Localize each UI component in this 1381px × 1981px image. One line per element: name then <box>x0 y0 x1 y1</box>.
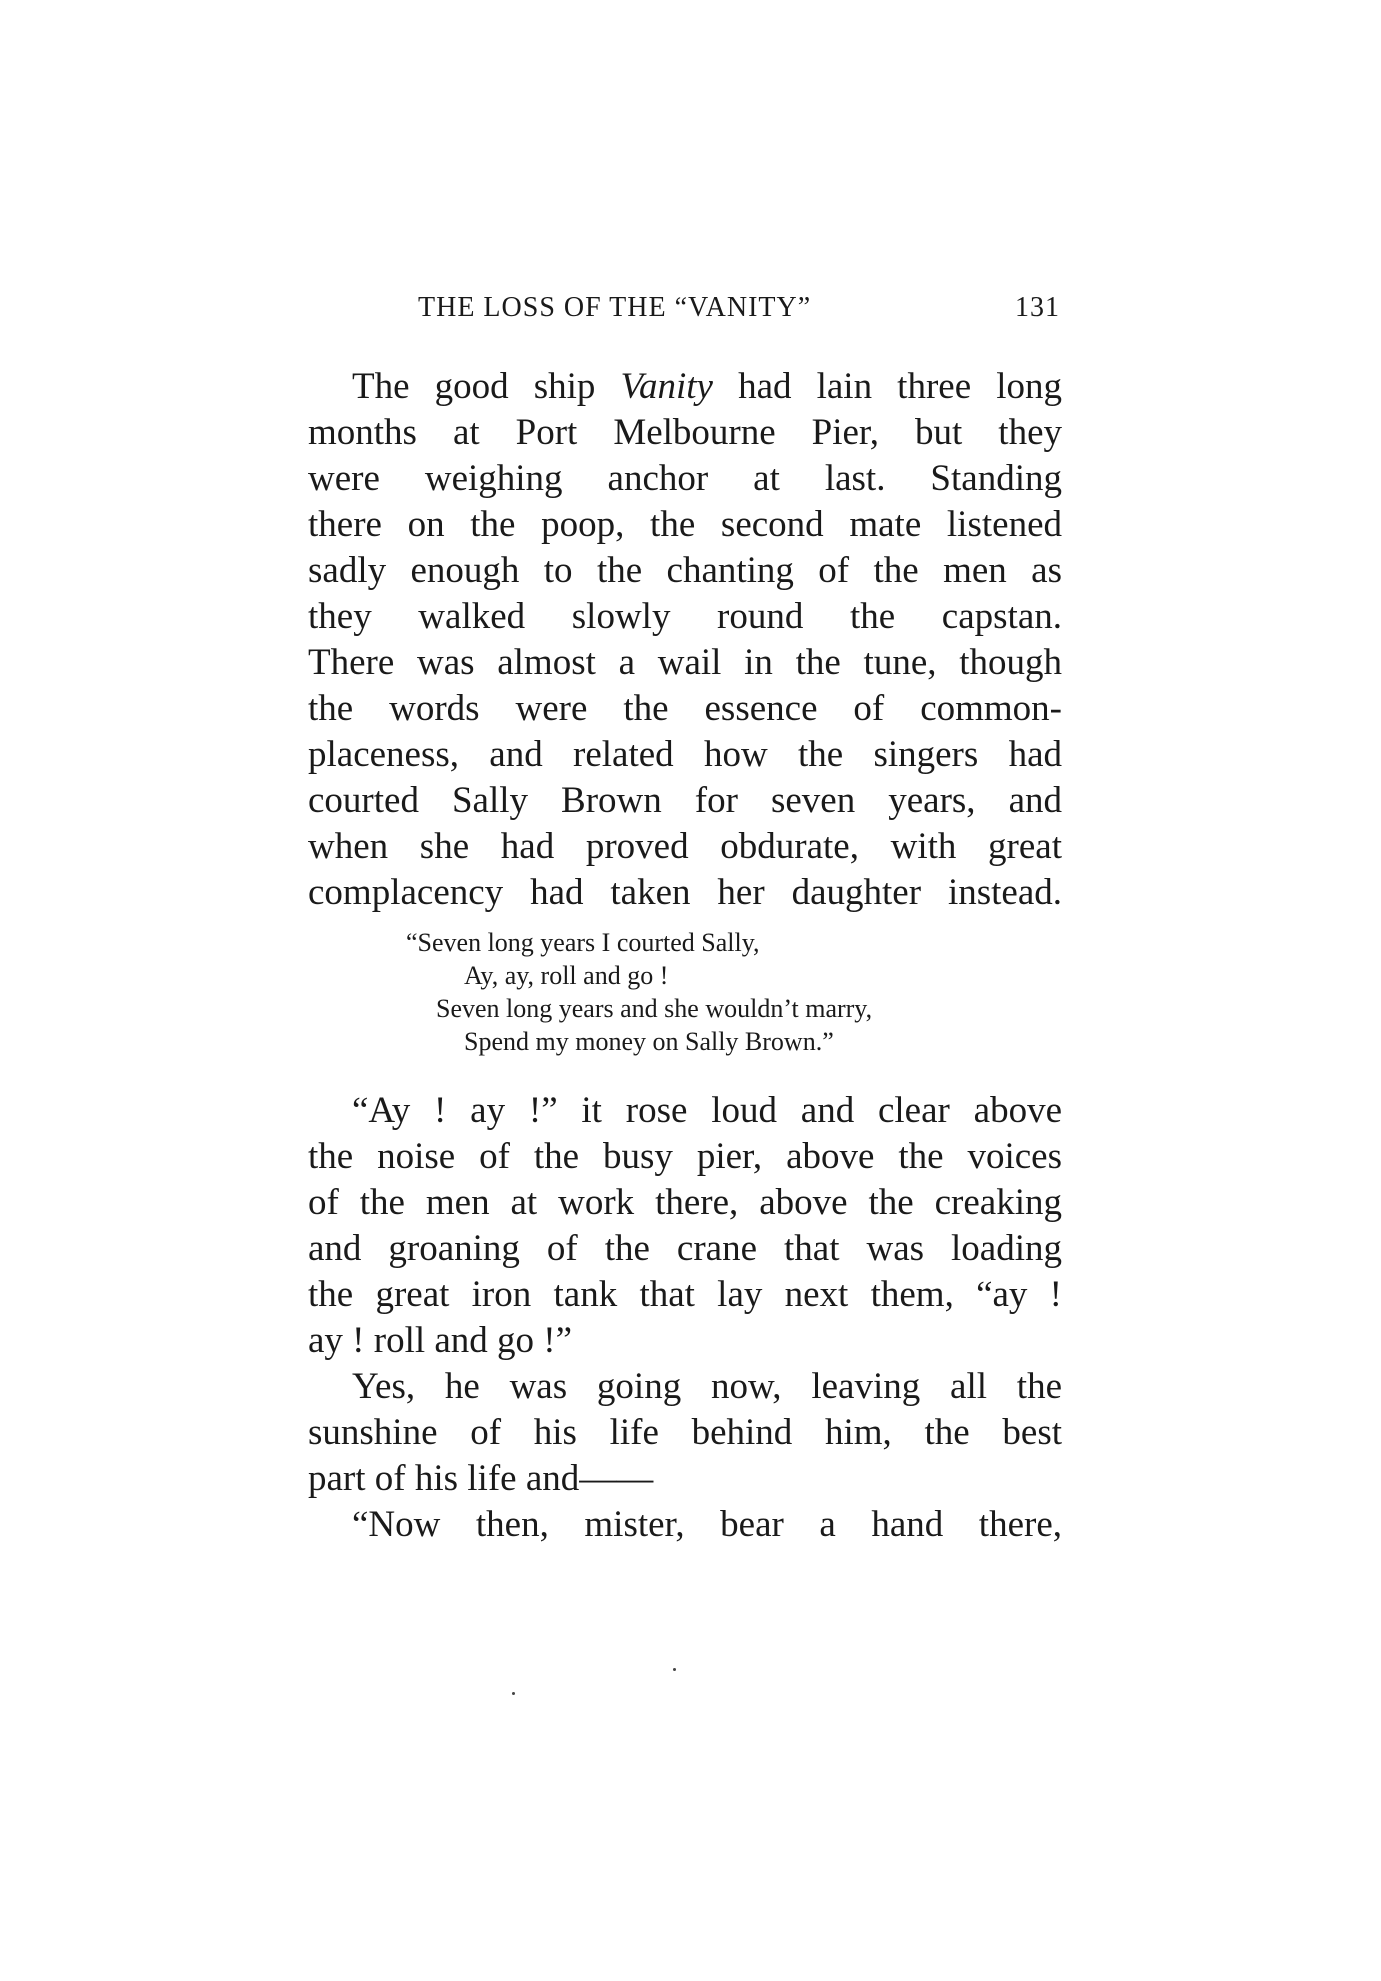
paragraph-1 <box>308 364 1062 916</box>
text-line: placeness, and related how the singers had <box>308 734 1062 775</box>
text-line: the great iron tank that lay next them, “ay ! <box>308 1274 1062 1315</box>
verse-line: Spend my money on Sally Brown.” <box>464 1027 834 1056</box>
verse-line: “Seven long years I courted Sally, <box>406 928 760 957</box>
text-line: months at Port Melbourne Pier, but they <box>308 412 1062 453</box>
paragraph-2 <box>308 1088 1062 1364</box>
verse-line: Seven long years and she wouldn’t marry, <box>436 994 873 1023</box>
scan-speck <box>673 1668 676 1671</box>
text-line: there on the poop, the second mate listened <box>308 504 1062 545</box>
text-line: courted Sally Brown for seven years, and <box>308 780 1062 821</box>
text-line: sadly enough to the chanting of the men as <box>308 550 1062 591</box>
text-line: There was almost a wail in the tune, though <box>308 642 1062 683</box>
paragraph-4 <box>308 1502 1062 1548</box>
text-line: and groaning of the crane that was loading <box>308 1228 1062 1269</box>
text-line: of the men at work there, above the creaking <box>308 1182 1062 1223</box>
text-line: the words were the essence of common- <box>308 688 1062 729</box>
text-line: sunshine of his life behind him, the best <box>308 1412 1062 1453</box>
page-number: 131 <box>1015 292 1060 323</box>
text-line: The good ship Vanity had lain three long <box>352 366 1062 407</box>
body-text <box>308 364 1062 1548</box>
text-line: the noise of the busy pier, above the voices <box>308 1136 1062 1177</box>
scan-speck <box>512 1692 515 1695</box>
text-line: were weighing anchor at last. Standing <box>308 458 1062 499</box>
text-line: Yes, he was going now, leaving all the <box>352 1366 1062 1407</box>
text-line: complacency had taken her daughter instead. <box>308 872 1062 913</box>
verse-line: Ay, ay, roll and go ! <box>464 961 669 990</box>
text-line: “Now then, mister, bear a hand there, <box>352 1504 1062 1545</box>
text-line: part of his life and—— <box>308 1458 654 1499</box>
text-line: when she had proved obdurate, with great <box>308 826 1062 867</box>
text-line: they walked slowly round the capstan. <box>308 596 1062 637</box>
verse-block <box>308 926 1062 1058</box>
ship-name: Vanity <box>620 366 713 407</box>
chapter-title: THE LOSS OF THE “VANITY” <box>418 292 812 323</box>
paragraph-3 <box>308 1364 1062 1502</box>
text-line: ay ! roll and go !” <box>308 1320 573 1361</box>
text-line: “Ay ! ay !” it rose loud and clear above <box>352 1090 1062 1131</box>
